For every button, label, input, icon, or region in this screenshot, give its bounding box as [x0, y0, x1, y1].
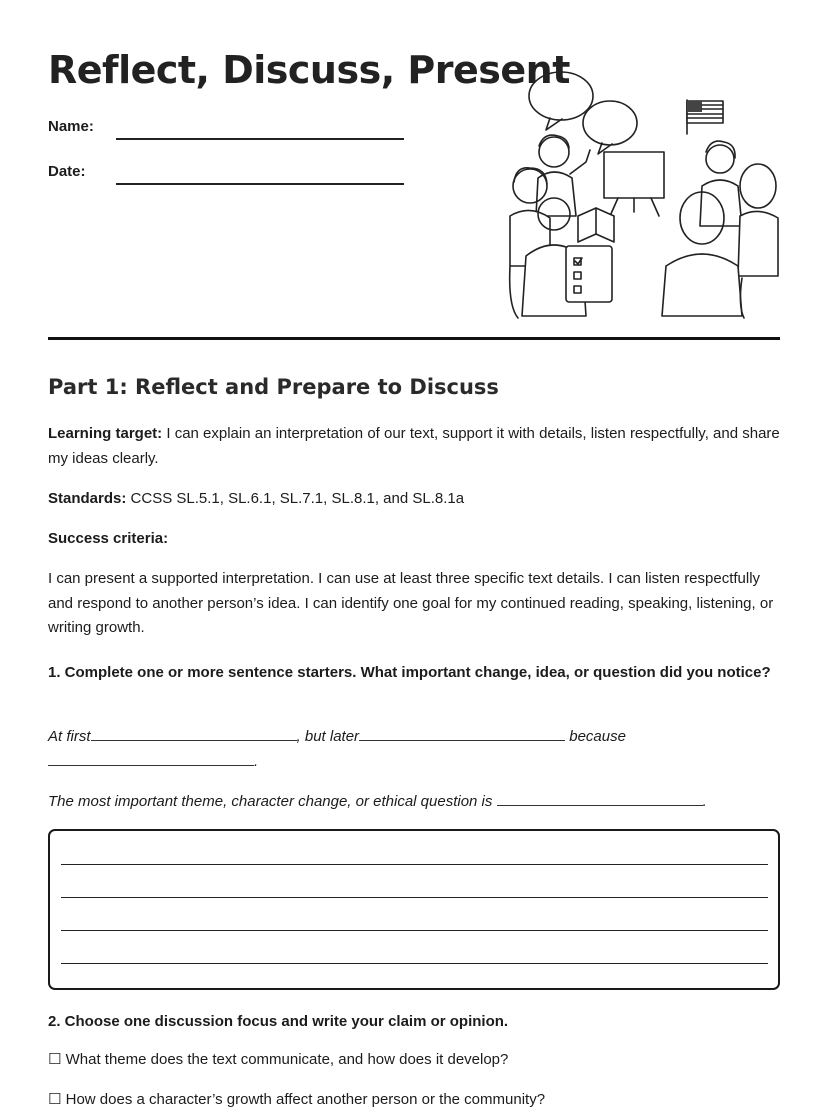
blank-field[interactable] [48, 751, 254, 766]
part1-heading: Part 1: Reflect and Prepare to Discuss [48, 375, 499, 399]
blank-field[interactable] [91, 726, 297, 741]
writing-line [61, 897, 768, 898]
sentence-starter-1: At first , but later because . [48, 728, 626, 770]
writing-line [61, 930, 768, 931]
students-discussion-illustration-icon [506, 66, 782, 322]
success-criteria-label: Success criteria: [48, 530, 169, 547]
section-divider [48, 337, 780, 340]
standards [48, 487, 783, 512]
discussion-option-checkbox[interactable]: ☐ What theme does the text communicate, and how does it develop? [48, 1051, 509, 1068]
name-label: Name: [48, 118, 94, 135]
blank-field[interactable] [497, 791, 703, 806]
blank-field[interactable] [359, 726, 565, 741]
writing-box[interactable] [48, 829, 780, 990]
standards-text: CCSS SL.5.1, SL.6.1, SL.7.1, SL.8.1, and SL.8.1a [126, 490, 465, 507]
writing-line [61, 963, 768, 964]
learning-target [48, 422, 783, 471]
learning-target-text: I can explain an interpretation of our text, support it with details, listen respectfully, and share my ideas clearly. [48, 425, 780, 467]
page-title: Reflect, Discuss, Present [48, 48, 570, 92]
question-1-prompt: 1. Complete one or more sentence starters. What important change, idea, or question did you notice? [48, 664, 771, 681]
question-2-prompt: 2. Choose one discussion focus and write your claim or opinion. [48, 1013, 509, 1030]
learning-target-label: Learning target: [48, 425, 163, 442]
sentence-starter-2: The most important theme, character change, or ethical question is . [48, 793, 707, 810]
success-criteria-text: I can present a supported interpretation. I can use at least three specific text details. I can listen respectfully and respond to another person’s idea. I can identify one goal for my continued reading, speaking, listening, or writing growth. [48, 570, 774, 636]
name-field[interactable] [116, 138, 404, 140]
date-label: Date: [48, 163, 86, 180]
discussion-option-checkbox[interactable]: ☐ How does a character’s growth affect another person or the community? [48, 1091, 546, 1108]
date-field[interactable] [116, 183, 404, 185]
writing-line [61, 864, 768, 865]
standards-label: Standards: [48, 490, 127, 507]
